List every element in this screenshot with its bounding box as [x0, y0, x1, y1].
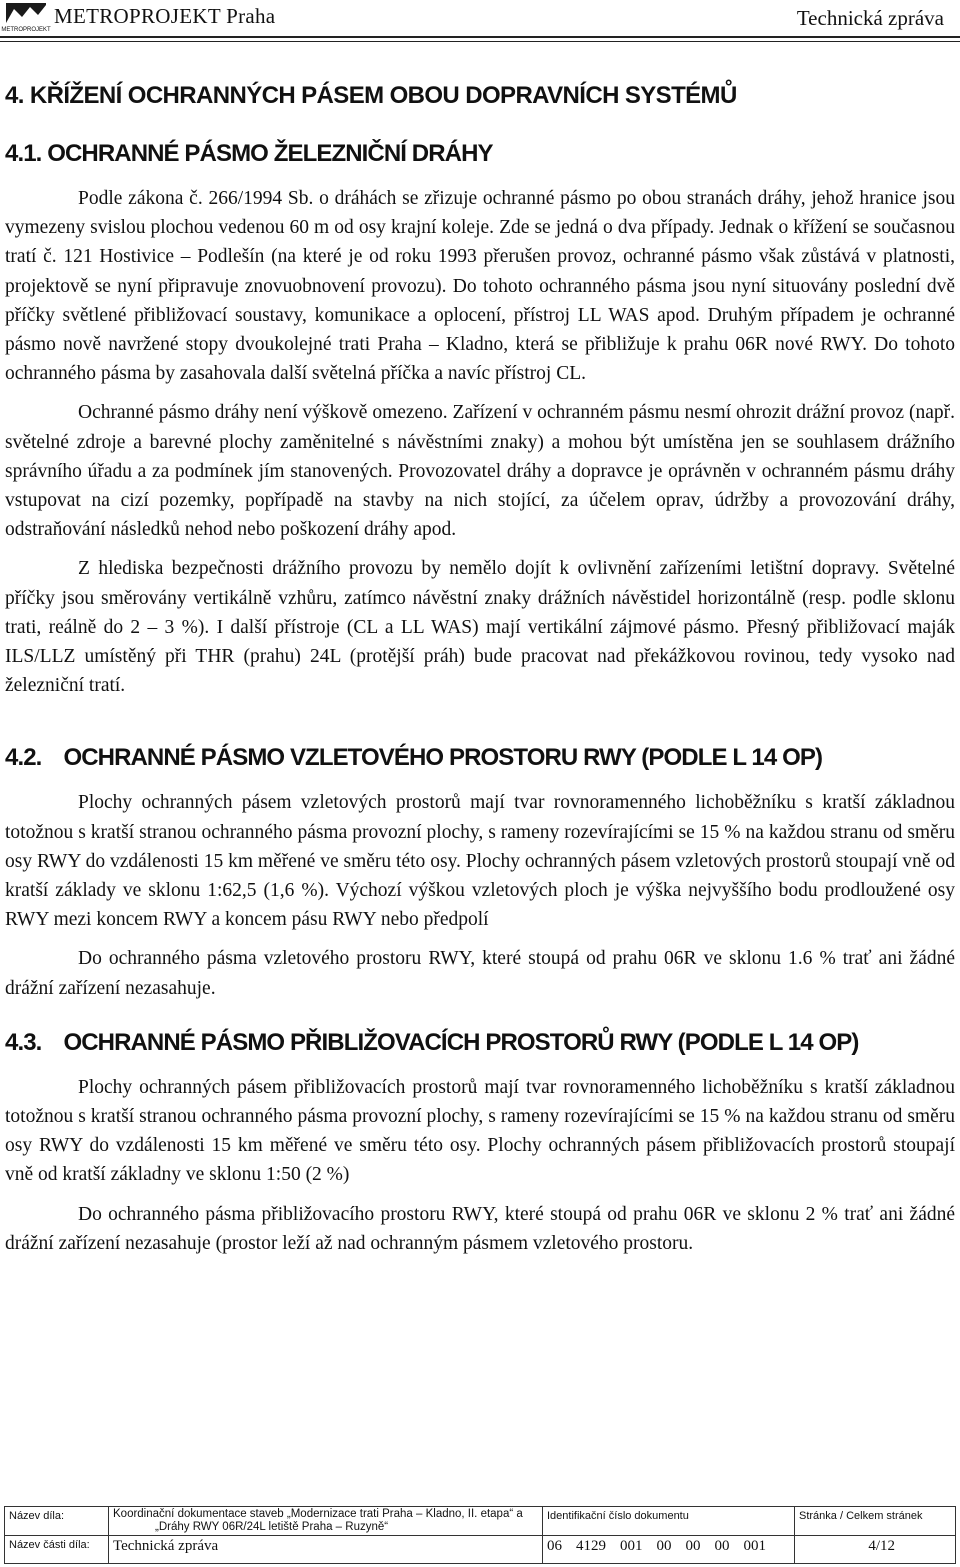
section-4-heading: 4. KŘÍŽENÍ OCHRANNÝCH PÁSEM OBOU DOPRAVNÍCH SYSTÉMŮ [5, 82, 737, 109]
part-value: Technická zpráva [109, 1536, 543, 1564]
part-label: Název části díla: [5, 1536, 109, 1564]
company-name: METROPROJEKT Praha [54, 4, 276, 28]
page-header [0, 0, 960, 38]
s41-paragraph-1: Podle zákona č. 266/1994 Sb. o dráhách se zřizuje ochranné pásmo po obou stranách dráhy, jehož hranice jsou vymezeny svislou plochou vedenou 60 m od osy krajní koleje. Zde se jedná o dva případy. Jednak o křížení se současnou tratí č. 121 Hostivice – Podlešín (na které je od roku 1993 přerušen provoz, ochranné pásmo však zůstává v platnosti, projektově se nyní připravuje znovuobnovení provozu). Do tohoto ochranného pásma jsou nyní situovány poslední dvě příčky světlené přibližovací soustavy, komunikace a oplocení, přístroj LL WAS apod. Druhým případem je ochranné pásmo nově navržené stopy dvoukolejné trati Praha – Kladno, která se přibližuje k prahu 06R nové RWY. Do tohoto ochranného pásma by zasahovala další světelná příčka a navíc přístroj CL. [5, 188, 955, 385]
page-count-label: Stránka / Celkem stránek [799, 1510, 923, 1522]
s42-paragraph-2: Do ochranného pásma vzletového prostoru RWY, které stoupá od prahu 06R ve sklonu 1.6 % trať ani žádné drážní zařízení nezasahuje. [5, 948, 955, 999]
section-4-2-heading: 4.2. OCHRANNÉ PÁSMO VZLETOVÉHO PROSTORU RWY (PODLE L 14 OP) [5, 744, 823, 772]
s43-paragraph-1: Plochy ochranných pásem přibližovacích prostorů mají tvar rovnoramenného lichoběžníku s kratší základnou totožnou s kratší stranou ochranného pásma provozní plochy, s rameny rozevírajícími se 15 % na každou stranu od směru osy RWY do vzdálenosti 15 km měřené ve směru této osy. Plochy ochranných pásem přibližovacích prostorů stoupají vně od kratší základny ve sklonu 1:50 (2 %) [5, 1076, 955, 1186]
svg-text:METROPROJEKT: METROPROJEKT [1, 27, 51, 33]
work-title: Koordinační dokumentace staveb „Modernizace trati Praha – Kladno, II. etapa“ a „Dráhy RWY 06R/24L letiště Praha – Ruzyně“ [109, 1507, 543, 1535]
metroprojekt-logo [1, 3, 51, 33]
section-4-3-heading: 4.3. OCHRANNÉ PÁSMO PŘIBLIŽOVACÍCH PROSTORŮ RWY (PODLE L 14 OP) [5, 1028, 859, 1056]
document-id-codes: 06 4129 001 00 00 00 001 [543, 1536, 795, 1564]
title-block [4, 1506, 956, 1564]
s41-paragraph-3: Z hlediska bezpečnosti drážního provozu by nemělo dojít k ovlivnění zařízeními letištní dopravy. Světelné příčky jsou směrovány vertikálně vzhůru, zatímco návěstní znaky drážních návěstidel horizontálně (resp. podle sklonu trati, reálně do 2 – 3 %). I další přístroje (CL a LL WAS) mají vertikální zájmové pásmo. Přesný přibližovací maják ILS/LLZ umístěný při THR (prahu) 24L (protější práh) bude pracovat nad překážkovou rovinou, tedy vysoko nad železniční tratí. [5, 558, 955, 697]
section-4-1-heading: 4.1. OCHRANNÉ PÁSMO ŽELEZNIČNÍ DRÁHY [5, 140, 493, 167]
s41-paragraph-2: Ochranné pásmo dráhy není výškově omezeno. Zařízení v ochranném pásmu nesmí ohrozit drážní provoz (např. světelné zdroje a barevné plochy zaměnitelné s návěstními znaky) a mohou být umístěna jen se souhlasem drážního správního úřadu a za podmínek jím stanovených. Provozovatel dráhy a dopravce je oprávněn v ochranném pásmu dráhy vstupovat na cizí pozemky, popřípadě na stavby na nich stojící, za účelem oprav, údržby a provozování dráhy, odstraňování následků nehod nebo poškození dráhy apod. [5, 402, 955, 541]
page-number: 4/12 [868, 1538, 895, 1554]
s43-paragraph-2: Do ochranného pásma přibližovacího prostoru RWY, které stoupá od prahu 06R ve sklonu 2 % trať ani žádné drážní zařízení nezasahuje (prostor leží až nad ochranným pásmem vzletového prostoru. [5, 1203, 955, 1254]
document-body [5, 82, 955, 1258]
header-divider [0, 41, 960, 42]
work-label: Název díla: [5, 1507, 109, 1535]
document-type: Technická zpráva [796, 6, 944, 30]
document-id-label: Identifikační číslo dokumentu [543, 1507, 795, 1535]
s42-paragraph-1: Plochy ochranných pásem vzletových prostorů mají tvar rovnoramenného lichoběžníku s kratší základnou totožnou s kratší stranou ochranného pásma provozní plochy, s rameny rozevírajícími se 15 % na každou stranu od směru osy RWY do vzdálenosti 15 km měřené ve směru této osy. Plochy ochranných pásem vzletových prostorů stoupají vně od kratší základy ve sklonu 1:62,5 (1,6 %). Výchozí výškou vzletových ploch je výška nejvyššího bodu prodloužené osy RWY mezi koncem RWY a koncem pásu RWY nebo předpolí [5, 792, 955, 931]
